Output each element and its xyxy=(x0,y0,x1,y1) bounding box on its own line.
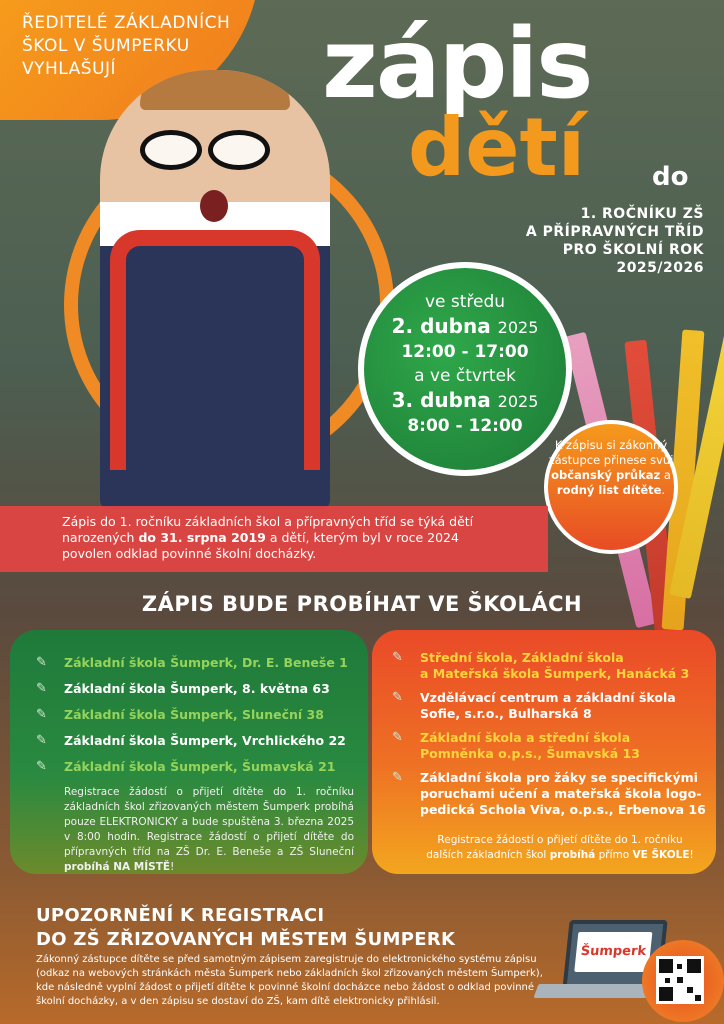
city-schools-note: Registrace žádostí o přijetí dítěte do 1. ročníku základních škol zřizovaných městem Šumperk probíhá pouze ELEKTRONICKY a bude spuštěna 3. března 2025 v 8:00 hodin. Registrace žádostí o přijetí dítěte do přípravných tříd na ZŠ Dr. E. Beneše a ZŠ Sluneční probíhá NA MÍSTĚ! xyxy=(64,786,354,873)
title-zapis: zápis xyxy=(322,8,592,120)
list-item: ✎ Základní škola Šumperk, Dr. E. Beneše 1 xyxy=(36,655,348,670)
backpack-icon xyxy=(110,230,320,470)
organizer-line: VYHLAŠUJÍ xyxy=(22,59,117,79)
glasses-icon xyxy=(140,130,290,166)
day1-label: ve středu xyxy=(424,292,506,312)
pencil-icon: ✎ xyxy=(36,707,47,722)
list-item: ✎ Základní škola Šumperk, Sluneční 38 xyxy=(36,707,324,722)
other-schools-note: Registrace žádostí o přijetí dítěte do 1. ročníku dalších základních škol probíhá přímo VE ŠKOLE! xyxy=(426,834,694,861)
organizer-line: ŘEDITELÉ ZÁKLADNÍCH xyxy=(22,13,231,33)
day2-time: 8:00 - 12:00 xyxy=(407,416,523,436)
subtitle xyxy=(526,205,704,277)
day1-date: 2. dubna 2025 xyxy=(391,314,539,338)
title-do: do xyxy=(652,162,689,192)
pencil-icon: ✎ xyxy=(392,770,403,785)
list-item: ✎ Základní škola pro žáky se specifickými poruchami učení a mateřská škola logo- pedická Schola Viva, o.p.s., Erbenova 16 xyxy=(392,770,706,817)
city-logo: Šumperk xyxy=(574,932,652,972)
eligibility-text: Zápis do 1. ročníku základních škol a přípravných tříd se týká dětí narozených do 31. srpna 2019 a dětí, kterým byl v roce 2024 povolen odklad povinné školní docházky. xyxy=(62,514,474,561)
schools-heading: ZÁPIS BUDE PROBÍHAT VE ŠKOLÁCH xyxy=(141,592,583,616)
subtitle-line: A PŘÍPRAVNÝCH TŘÍD xyxy=(525,224,704,240)
list-item: ✎ Základní škola Šumperk, Šumavská 21 xyxy=(36,759,336,774)
subtitle-line: PRO ŠKOLNÍ ROK xyxy=(562,242,704,258)
pencil-icon: ✎ xyxy=(36,759,47,774)
pencil-icon: ✎ xyxy=(392,690,403,705)
pencil-icon: ✎ xyxy=(36,655,47,670)
list-item: ✎ Střední škola, Základní škola a Mateřská škola Šumperk, Hanácká 3 xyxy=(392,650,690,681)
id-documents-note: K zápisu si zákonný zástupce přinese svůj občanský průkaz a rodný list dítěte. xyxy=(544,420,678,554)
pencil-icon: ✎ xyxy=(392,650,403,665)
list-item: ✎ Základní škola a střední škola Pomněnka o.p.s., Šumavská 13 xyxy=(392,730,640,761)
pencil-icon: ✎ xyxy=(392,730,403,745)
list-item: ✎ Základní škola Šumperk, Vrchlického 22 xyxy=(36,733,346,748)
organizer-line: ŠKOL V ŠUMPERKU xyxy=(22,36,190,56)
list-item: ✎ Základní škola Šumperk, 8. května 63 xyxy=(36,681,330,696)
date-circle xyxy=(358,262,572,476)
warning-title-line: UPOZORNĚNÍ K REGISTRACI xyxy=(36,905,325,926)
day2-label: a ve čtvrtek xyxy=(414,366,516,386)
pencil-icon: ✎ xyxy=(36,681,47,696)
other-schools-list xyxy=(392,650,706,826)
registration-warning-title xyxy=(36,904,455,952)
city-schools-list xyxy=(36,654,348,784)
child-photo xyxy=(100,70,330,510)
day2-date: 3. dubna 2025 xyxy=(391,388,539,412)
registration-warning-text: Zákonný zástupce dítěte se před samotným zápisem zaregistruje do elektronického systému zápisu (odkaz na webových stránkách města Šumperk nebo základních škol zřizovaných městem Šumperk), kde následně vyplní žádost o přijetí dítěte k povinné školní docházce nebo žádost o odklad povinné školní docházky, a v den zápisu se dostaví do ZŠ, kam dítě elektronicky přihlásil. xyxy=(36,954,543,1007)
warning-title-line: DO ZŠ ZŘIZOVANÝCH MĚSTEM ŠUMPERK xyxy=(36,929,456,950)
subtitle-line: 1. ROČNÍKU ZŠ xyxy=(580,206,704,222)
day1-time: 12:00 - 17:00 xyxy=(401,342,529,362)
subtitle-line: 2025/2026 xyxy=(616,260,704,276)
title-deti: dětí xyxy=(408,101,586,194)
qr-code-icon[interactable] xyxy=(656,956,704,1004)
pencil-icon: ✎ xyxy=(36,733,47,748)
list-item: ✎ Vzdělávací centrum a základní škola Sofie, s.r.o., Bulharská 8 xyxy=(392,690,676,721)
